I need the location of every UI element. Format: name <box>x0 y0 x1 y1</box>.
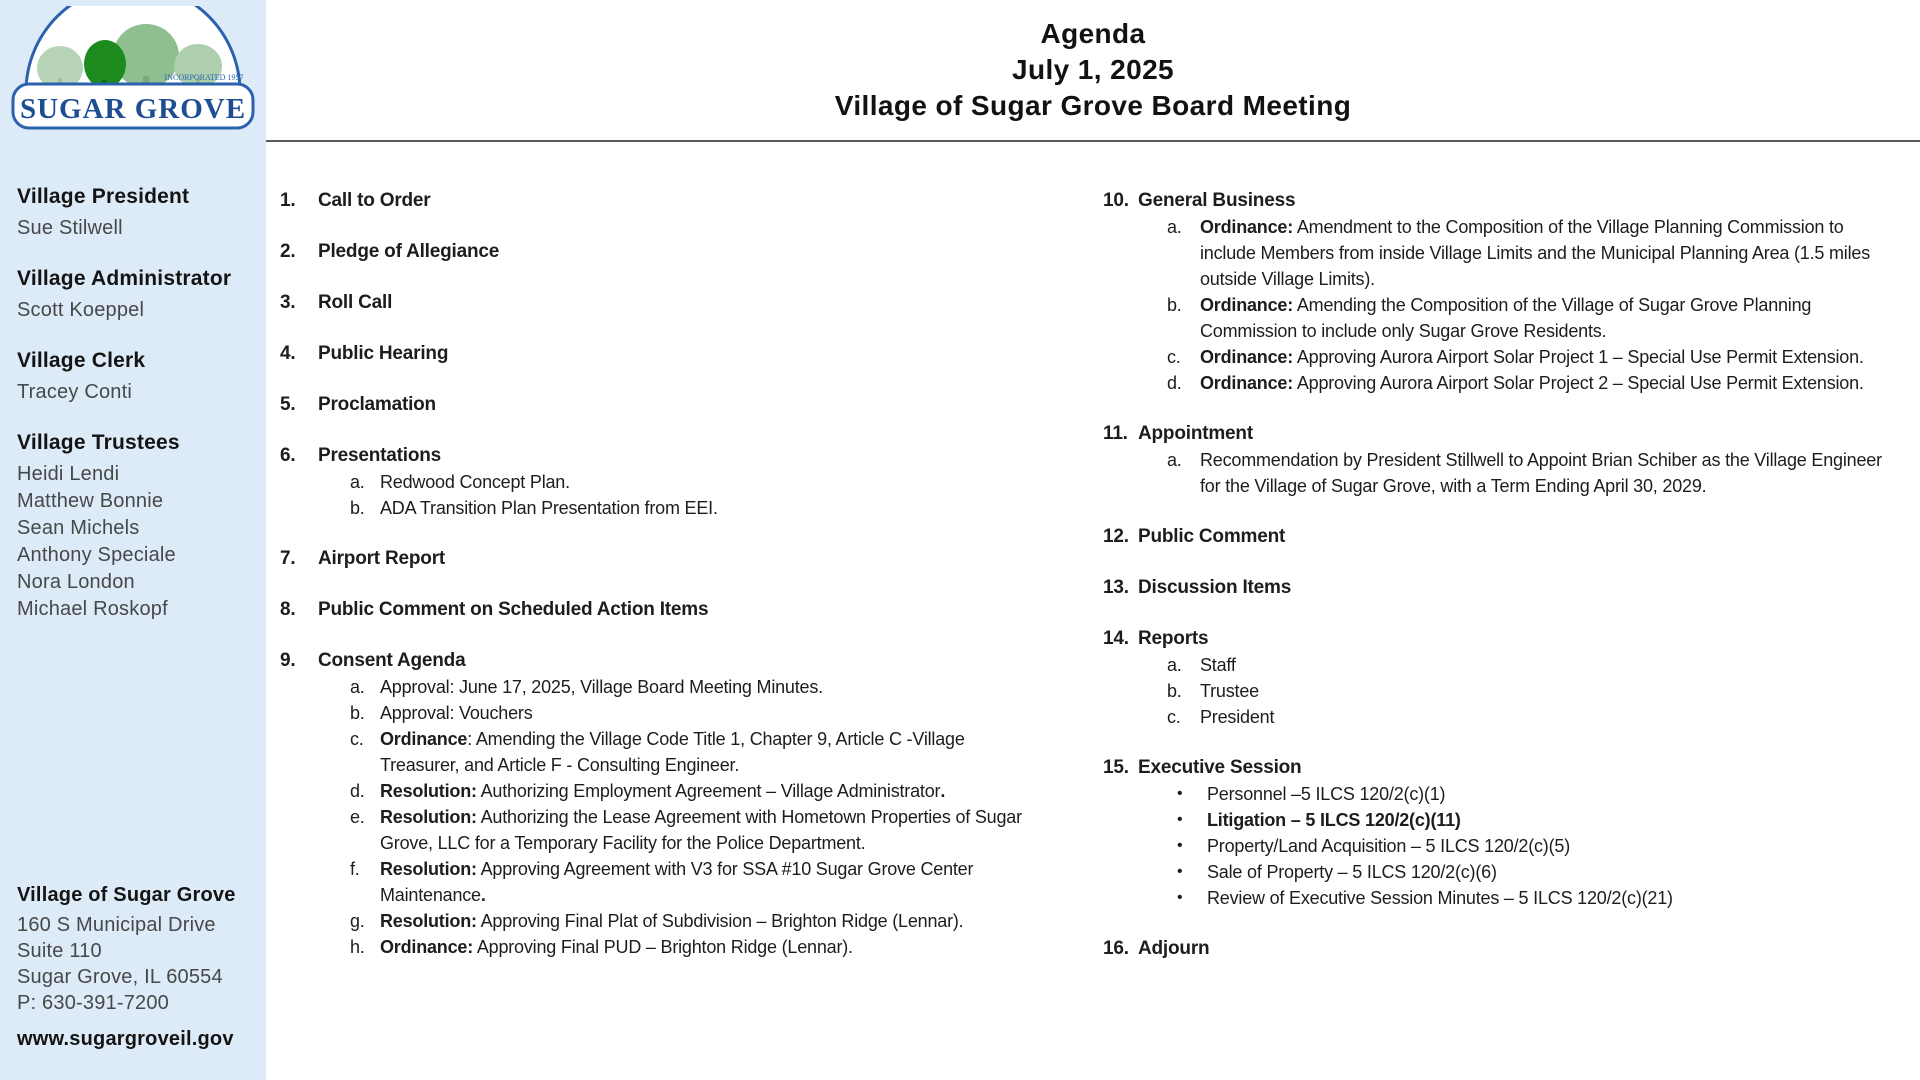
official-name: Sean Michels <box>17 517 140 539</box>
agenda-subitem <box>280 469 1045 495</box>
agenda-subitem <box>280 726 1045 778</box>
agenda-subitem-text <box>1200 704 1274 730</box>
contact-line: Suite 110 <box>17 940 102 962</box>
agenda-column-left <box>280 188 1045 985</box>
agenda-item-title: Appointment <box>1138 423 1253 444</box>
agenda-item-title: General Business <box>1138 190 1296 211</box>
text-segment: Review of Executive Session Minutes – 5 ILCS 120/2(c)(21) <box>1207 888 1673 908</box>
text-segment: Approving Agreement with V3 for SSA #10 Sugar Grove Center Maintenance <box>380 859 974 905</box>
agenda-item <box>280 546 1045 572</box>
agenda-item-head <box>1103 524 1908 550</box>
agenda-item-title: Call to Order <box>318 190 431 211</box>
text-segment: Personnel –5 ILCS 120/2(c)(1) <box>1207 784 1446 804</box>
text-segment: Recommendation by President Stillwell to Appoint Brian Schiber as the Village Engineer for the Village of Sugar Grove, with a Term Ending April 30, 2029. <box>1200 450 1882 496</box>
agenda-subitem <box>280 934 1045 960</box>
bullet-icon: • <box>1177 837 1183 854</box>
agenda-subitem-label: h. <box>350 937 365 957</box>
text-segment: : Amending the Village Code Title 1, Chapter 9, Article C -Village Treasurer, and Article F - Consulting Engineer. <box>380 729 965 775</box>
text-segment-bold: Ordinance: <box>1200 373 1294 393</box>
agenda-subitem-label: c. <box>1167 707 1181 727</box>
agenda-bullet-item <box>1103 807 1908 833</box>
text-segment: Approving Final PUD – Brighton Ridge (Lennar). <box>473 937 853 957</box>
text-segment: Authorizing Employment Agreement – Village Administrator <box>476 781 941 801</box>
official-group <box>17 430 257 623</box>
agenda-item <box>280 188 1045 214</box>
official-name: Sue Stilwell <box>17 217 123 239</box>
agenda-item-head <box>1103 421 1908 447</box>
agenda-item-number: 14. <box>1103 628 1129 649</box>
official-name: Scott Koeppel <box>17 299 145 321</box>
agenda-item-head <box>280 392 1045 418</box>
agenda-subitem-label: g. <box>350 911 365 931</box>
agenda-subitem-label: a. <box>1167 655 1182 675</box>
contact-line: P: 630-391-7200 <box>17 992 170 1014</box>
agenda-item-number: 1. <box>280 190 296 211</box>
agenda-item-number: 10. <box>1103 190 1129 211</box>
agenda-bullet-text <box>1207 859 1497 885</box>
agenda-item-head <box>1103 755 1908 781</box>
agenda-subitem-label: b. <box>350 498 365 518</box>
agenda-subitem-text <box>380 804 1030 856</box>
contact-website: www.sugargroveil.gov <box>17 1028 234 1050</box>
contact-line: Sugar Grove, IL 60554 <box>17 966 223 988</box>
text-segment: President <box>1200 707 1275 727</box>
official-group <box>17 348 257 406</box>
agenda-subitem <box>1103 214 1908 292</box>
text-segment-bold: Litigation – 5 ILCS 120/2(c)(11) <box>1207 810 1461 830</box>
doc-subtitle: Village of Sugar Grove Board Meeting <box>834 90 1352 121</box>
official-group <box>17 266 257 324</box>
agenda-item-head <box>280 341 1045 367</box>
agenda-item-title: Public Comment on Scheduled Action Items <box>318 599 709 620</box>
agenda-bullet-item <box>1103 833 1908 859</box>
agenda-item-head <box>280 443 1045 469</box>
agenda-item-head <box>280 239 1045 265</box>
agenda-subitem <box>280 778 1045 804</box>
agenda-bullet-item <box>1103 885 1908 911</box>
agenda-subitem-label: c. <box>1167 347 1181 367</box>
agenda-subitem-text <box>380 495 718 521</box>
agenda-item <box>1103 626 1908 730</box>
agenda-subitem-label: b. <box>1167 681 1182 701</box>
agenda-subitem <box>1103 678 1908 704</box>
agenda-item-title: Discussion Items <box>1138 577 1292 598</box>
agenda-item <box>1103 575 1908 601</box>
agenda-subitem-text <box>1200 678 1259 704</box>
agenda-item-number: 16. <box>1103 938 1129 959</box>
agenda-subitem <box>280 856 1045 908</box>
contact-block <box>17 882 257 1052</box>
agenda-subitem-text <box>380 908 964 934</box>
bullet-icon: • <box>1177 889 1183 906</box>
text-segment: Approving Aurora Airport Solar Project 2 – Special Use Permit Extension. <box>1293 373 1864 393</box>
agenda-subitem-text <box>1200 292 1898 344</box>
agenda-subitem-label: c. <box>350 729 364 749</box>
text-segment: Authorizing the Lease Agreement with Hometown Properties of Sugar Grove, LLC for a Temporary Facility for the Police Department. <box>380 807 1022 853</box>
official-name: Tracey Conti <box>17 381 133 403</box>
agenda-item-number: 6. <box>280 445 296 466</box>
official-title: Village Clerk <box>17 349 146 372</box>
official-name: Nora London <box>17 571 135 593</box>
agenda-item-number: 9. <box>280 650 296 671</box>
text-segment-bold: Resolution: <box>380 781 477 801</box>
agenda-subitem-label: d. <box>350 781 365 801</box>
agenda-subitem <box>1103 292 1908 344</box>
bullet-icon: • <box>1177 863 1183 880</box>
agenda-item-head <box>280 546 1045 572</box>
agenda-subitem <box>1103 370 1908 396</box>
agenda-item <box>1103 421 1908 499</box>
contact-org: Village of Sugar Grove <box>17 884 236 906</box>
agenda-subitem-text <box>1200 370 1864 396</box>
text-segment: Amendment to the Composition of the Village Planning Commission to include Members from inside Village Limits and the Municipal Planning Area (1.5 miles outside Village Limits). <box>1200 217 1871 289</box>
agenda-item-number: 3. <box>280 292 296 313</box>
agenda-bullet-item <box>1103 781 1908 807</box>
agenda-item-title: Public Hearing <box>318 343 449 364</box>
agenda-item-title: Roll Call <box>318 292 393 313</box>
bullet-icon: • <box>1177 811 1183 828</box>
agenda-subitem-label: e. <box>350 807 365 827</box>
agenda-item <box>280 239 1045 265</box>
agenda-item-head <box>1103 188 1908 214</box>
text-segment: Property/Land Acquisition – 5 ILCS 120/2(c)(5) <box>1207 836 1570 856</box>
contact-line: 160 S Municipal Drive <box>17 914 216 936</box>
agenda-subitem-text <box>380 778 945 804</box>
agenda-item-number: 8. <box>280 599 296 620</box>
agenda-item-head <box>280 648 1045 674</box>
agenda-subitem-text <box>380 726 1030 778</box>
text-segment: Approval: Vouchers <box>380 703 533 723</box>
agenda-item <box>280 341 1045 367</box>
agenda-item <box>1103 936 1908 962</box>
agenda-item-head <box>1103 936 1908 962</box>
agenda-subitem-text <box>380 469 570 495</box>
agenda-column-right <box>1103 188 1908 987</box>
agenda-item <box>280 290 1045 316</box>
agenda-item-title: Adjourn <box>1138 938 1210 959</box>
agenda-subitem <box>1103 652 1908 678</box>
agenda-item-title: Presentations <box>318 445 442 466</box>
agenda-item-head <box>280 597 1045 623</box>
agenda-subitem <box>1103 447 1908 499</box>
village-logo <box>8 6 258 134</box>
text-segment-bold: Resolution: <box>380 911 477 931</box>
agenda-subitem-label: b. <box>1167 295 1182 315</box>
text-segment: Staff <box>1200 655 1236 675</box>
document-header <box>266 16 1920 124</box>
officials-list <box>17 184 257 647</box>
agenda-bullet-text <box>1207 885 1673 911</box>
agenda-subitem-text <box>1200 447 1898 499</box>
text-segment-bold: Ordinance <box>380 729 468 749</box>
text-segment-bold: . <box>940 781 946 801</box>
text-segment-bold: . <box>480 885 486 905</box>
agenda-item-head <box>1103 626 1908 652</box>
text-segment: Approving Final Plat of Subdivision – Brighton Ridge (Lennar). <box>476 911 964 931</box>
agenda-item-head <box>280 188 1045 214</box>
agenda-subitem-text <box>1200 652 1236 678</box>
agenda-item <box>1103 188 1908 396</box>
text-segment-bold: Ordinance: <box>1200 217 1294 237</box>
official-name: Anthony Speciale <box>17 544 176 566</box>
agenda-item-title: Airport Report <box>318 548 446 569</box>
agenda-item-head <box>280 290 1045 316</box>
logo-wordmark: SUGAR GROVE <box>19 93 247 125</box>
agenda-subitem-label: d. <box>1167 373 1182 393</box>
agenda-subitem-label: f. <box>350 859 360 879</box>
agenda-subitem-text <box>380 700 533 726</box>
agenda-item-title: Consent Agenda <box>318 650 466 671</box>
text-segment: Sale of Property – 5 ILCS 120/2(c)(6) <box>1207 862 1497 882</box>
official-title: Village Administrator <box>17 267 232 290</box>
text-segment-bold: Ordinance: <box>380 937 474 957</box>
logo-incorporated-text: INCORPORATED 1957 <box>164 73 244 82</box>
agenda-item-title: Reports <box>1138 628 1209 649</box>
agenda-item-number: 5. <box>280 394 296 415</box>
agenda-bullet-item <box>1103 859 1908 885</box>
agenda-item-head <box>1103 575 1908 601</box>
agenda-subitem <box>280 674 1045 700</box>
agenda-item-number: 2. <box>280 241 296 262</box>
official-title: Village Trustees <box>17 431 180 454</box>
official-name: Michael Roskopf <box>17 598 168 620</box>
text-segment: Approval: June 17, 2025, Village Board Meeting Minutes. <box>380 677 823 697</box>
agenda-item <box>1103 755 1908 911</box>
agenda-item-title: Public Comment <box>1138 526 1286 547</box>
text-segment: Trustee <box>1200 681 1259 701</box>
official-name: Matthew Bonnie <box>17 490 164 512</box>
text-segment-bold: Resolution: <box>380 859 477 879</box>
text-segment: ADA Transition Plan Presentation from EEI. <box>380 498 718 518</box>
agenda-item-number: 11. <box>1103 423 1128 444</box>
agenda-bullet-text <box>1207 807 1461 833</box>
agenda-item-number: 13. <box>1103 577 1129 598</box>
text-segment: Approving Aurora Airport Solar Project 1 – Special Use Permit Extension. <box>1293 347 1864 367</box>
agenda-subitem-text <box>380 856 1030 908</box>
agenda-item-number: 4. <box>280 343 296 364</box>
agenda-item <box>280 648 1045 960</box>
agenda-item-title: Pledge of Allegiance <box>318 241 500 262</box>
official-title: Village President <box>17 185 190 208</box>
official-name: Heidi Lendi <box>17 463 120 485</box>
agenda-subitem <box>280 908 1045 934</box>
text-segment: Redwood Concept Plan. <box>380 472 570 492</box>
sidebar <box>0 0 266 1080</box>
agenda-item <box>280 597 1045 623</box>
header-divider <box>266 140 1920 142</box>
agenda-subitem-label: a. <box>350 677 365 697</box>
agenda-item-number: 7. <box>280 548 296 569</box>
text-segment-bold: Ordinance: <box>1200 347 1294 367</box>
agenda-subitem-label: a. <box>1167 450 1182 470</box>
agenda-subitem-text <box>1200 344 1864 370</box>
agenda-subitem-text <box>380 934 853 960</box>
agenda-item <box>1103 524 1908 550</box>
agenda-item <box>280 392 1045 418</box>
agenda-item <box>280 443 1045 521</box>
agenda-subitem-text <box>1200 214 1898 292</box>
agenda-bullet-text <box>1207 833 1570 859</box>
agenda-bullet-text <box>1207 781 1445 807</box>
official-group <box>17 184 257 242</box>
text-segment-bold: Resolution: <box>380 807 477 827</box>
village-logo-graphic <box>8 6 258 134</box>
doc-date: July 1, 2025 <box>1011 54 1175 85</box>
agenda-item-number: 15. <box>1103 757 1129 778</box>
agenda-item-title: Executive Session <box>1138 757 1302 778</box>
agenda-subitem-text <box>380 674 823 700</box>
bullet-icon: • <box>1177 785 1183 802</box>
agenda-subitem <box>1103 704 1908 730</box>
text-segment-bold: Ordinance: <box>1200 295 1294 315</box>
agenda-subitem-label: a. <box>350 472 365 492</box>
text-segment: Amending the Composition of the Village of Sugar Grove Planning Commission to include only Sugar Grove Residents. <box>1200 295 1812 341</box>
agenda-subitem <box>280 495 1045 521</box>
agenda-item-title: Proclamation <box>318 394 436 415</box>
agenda-subitem-label: a. <box>1167 217 1182 237</box>
agenda-subitem <box>280 700 1045 726</box>
agenda-item-number: 12. <box>1103 526 1129 547</box>
agenda-subitem <box>1103 344 1908 370</box>
agenda-subitem-label: b. <box>350 703 365 723</box>
agenda-subitem <box>280 804 1045 856</box>
doc-title: Agenda <box>1040 18 1146 49</box>
